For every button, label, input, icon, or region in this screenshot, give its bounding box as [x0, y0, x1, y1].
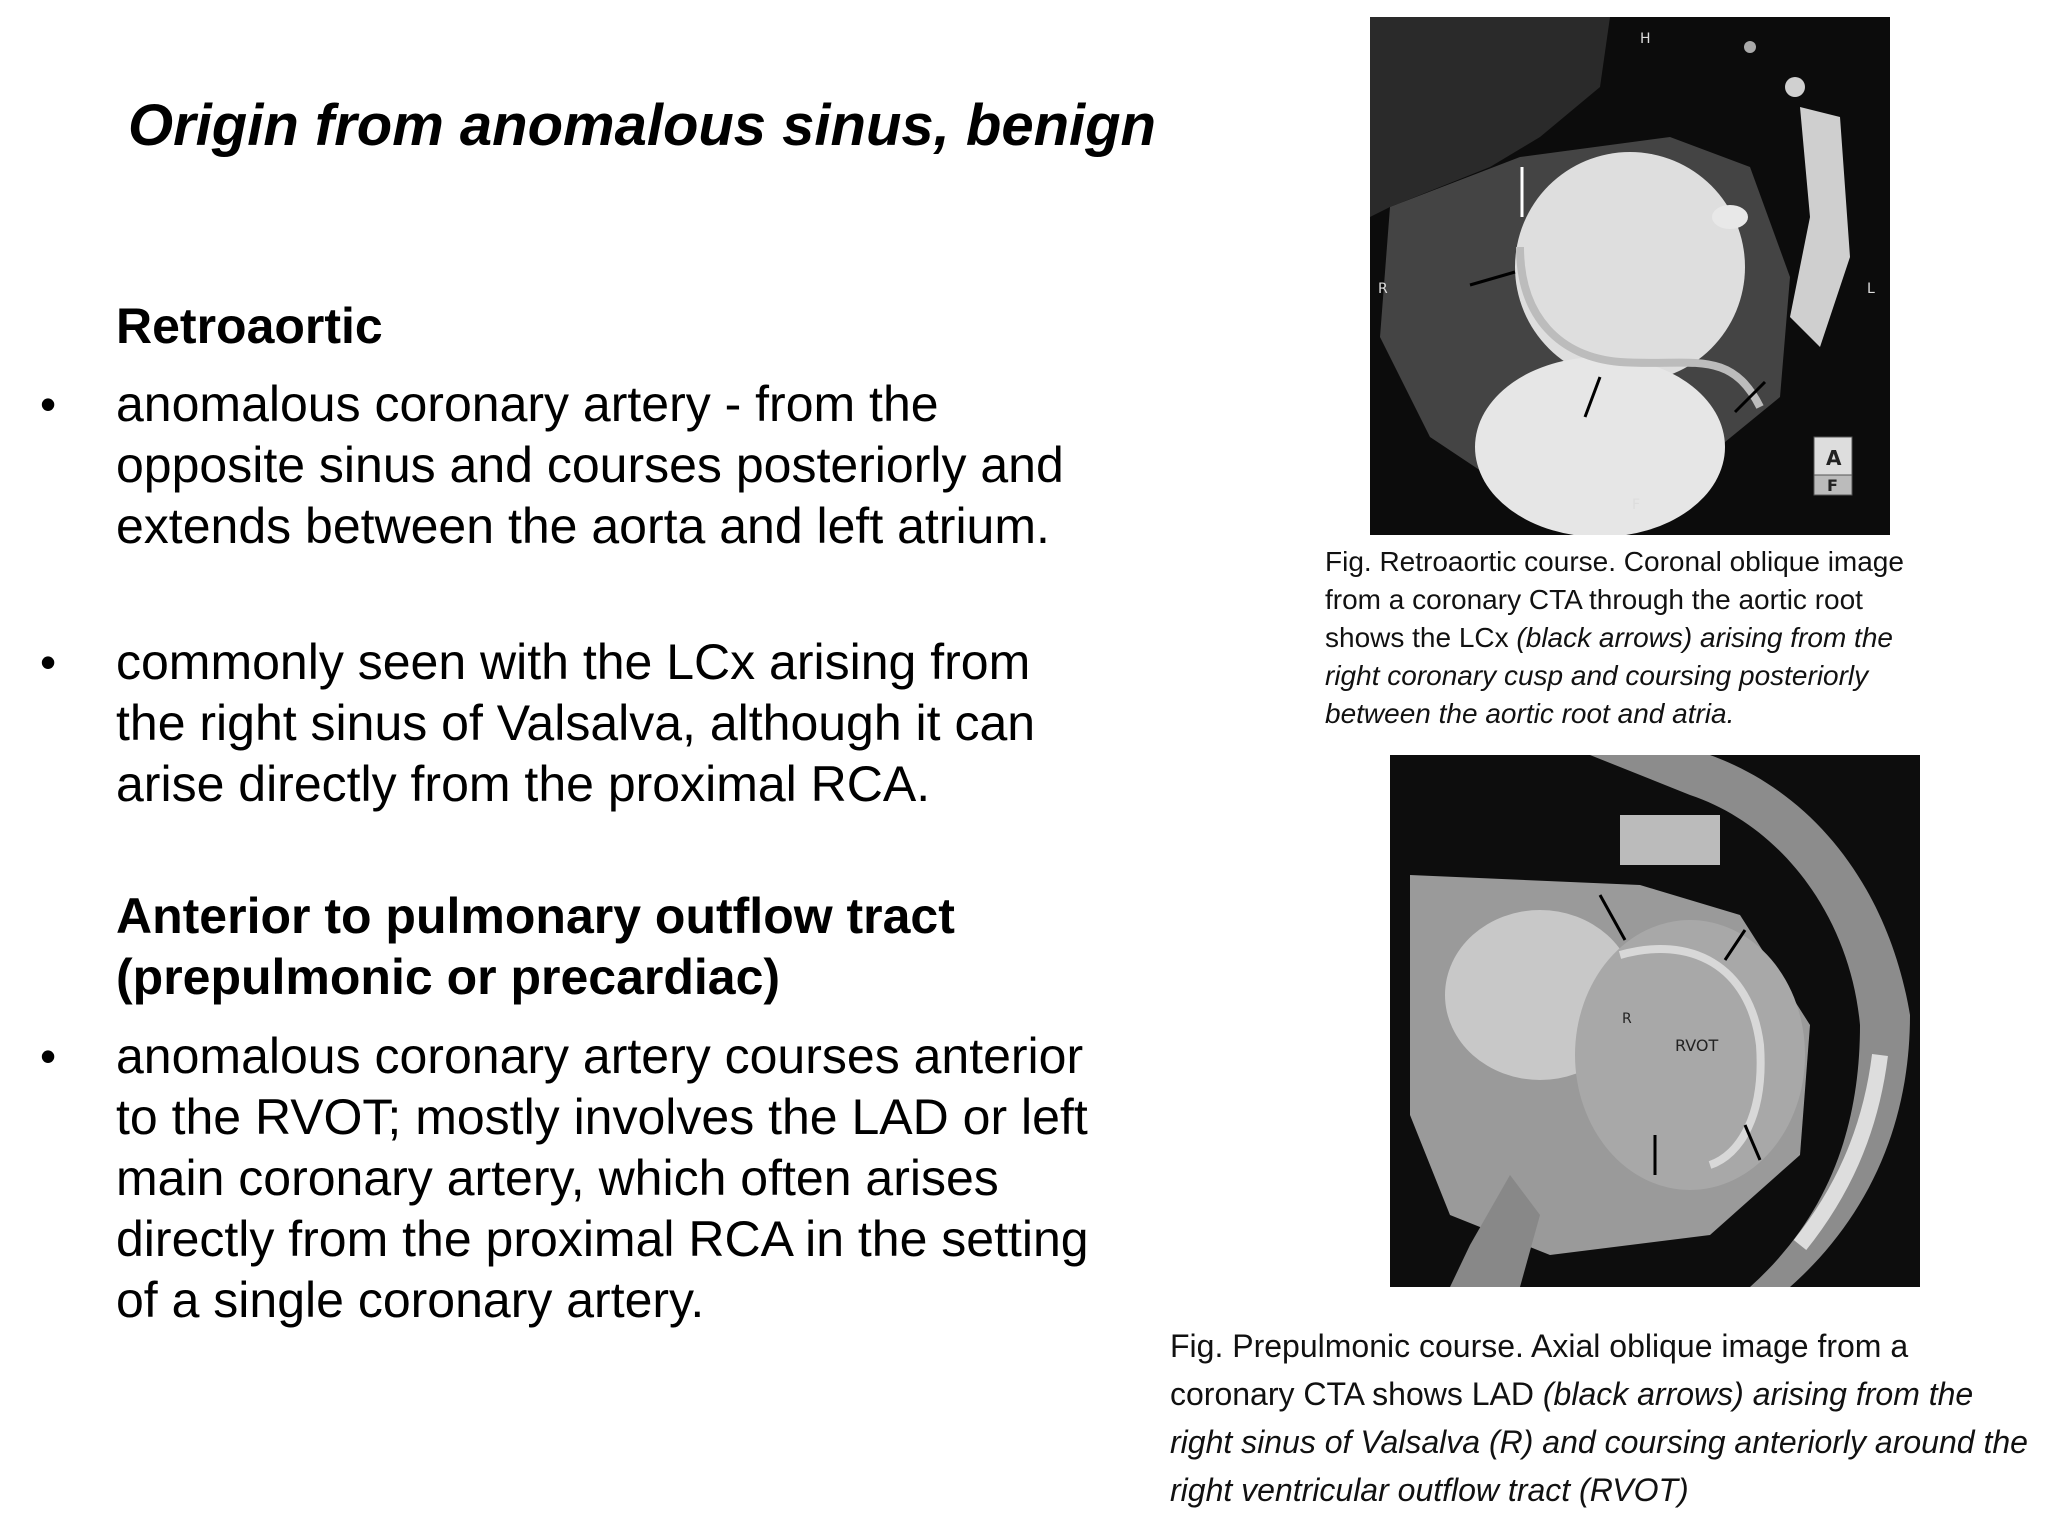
orientation-cube-a: A [1826, 446, 1842, 470]
bullet-text: commonly seen with the LCx arising from the right sinus of Valsalva, although it can arise directly from the proximal RCA. [116, 634, 1036, 812]
bullet-dot: • [40, 1030, 57, 1082]
caption-text: Fig. Prepulmonic course. Axial oblique image from a coronary CTA shows LAD [1170, 1328, 1909, 1412]
section-heading-prepulmonic-line1: Anterior to pulmonary outflow tract [116, 888, 955, 944]
caption-text: Fig. Retroaortic course. Coronal oblique image from a coronary CTA through the aortic root shows the LCx [1325, 546, 1904, 653]
image-label-rvot: RVOT [1675, 1036, 1719, 1055]
bullet-retroaortic-2 [40, 632, 1080, 882]
section-heading-prepulmonic-line2: (prepulmonic or precardiac) [116, 949, 781, 1005]
image-label-h: H [1640, 31, 1651, 47]
image-label-r: R [1622, 1011, 1632, 1027]
slide-title: Origin from anomalous sinus, benign [128, 93, 1156, 158]
image-label-l: L [1867, 281, 1875, 297]
section-heading-retroaortic: Retroaortic [116, 298, 383, 354]
caption-italic-text: (black arrows) arising from the right sinus of Valsalva (R) and coursing anteriorly around the right ventricular outflow tract (RVOT) [1170, 1376, 2028, 1508]
ct-image-prepulmonic [1390, 755, 1920, 1287]
bullet-retroaortic-1 [40, 374, 1080, 624]
bullet-dot: • [40, 378, 57, 430]
figure-caption-retroaortic [1325, 543, 1945, 733]
bullet-text: anomalous coronary artery - from the opposite sinus and courses posteriorly and extends between the aorta and left atrium. [116, 376, 1064, 554]
caption-italic-text: (black arrows) arising from the right coronary cusp and coursing posteriorly between the aortic root and atria. [1325, 622, 1893, 729]
bullet-text: anomalous coronary artery courses anterior to the RVOT; mostly involves the LAD or left main coronary artery, which often arises directly from the proximal RCA in the setting of a single coronary artery. [116, 1028, 1089, 1328]
ct-image-retroaortic [1370, 17, 1890, 535]
figure-caption-prepulmonic [1170, 1322, 2030, 1514]
image-label-r: R [1378, 281, 1388, 297]
orientation-cube-f: F [1827, 476, 1838, 495]
bullet-prepulmonic-1 [40, 1026, 1089, 1406]
image-label-f: F [1632, 497, 1641, 513]
bullet-dot: • [40, 636, 57, 688]
